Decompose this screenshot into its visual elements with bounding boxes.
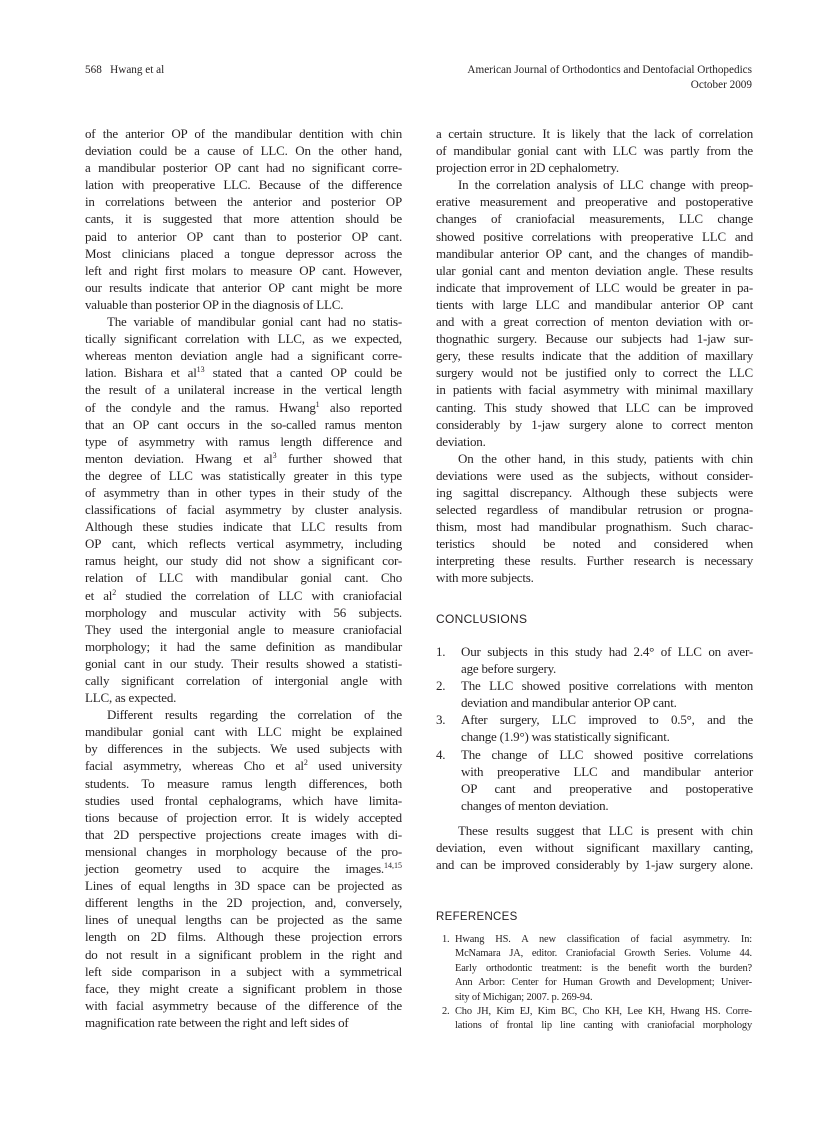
text-line: projection error in 2D cephalometry.	[436, 160, 619, 176]
text-line: These results suggest that LLC is present with chin	[458, 823, 753, 838]
text-line: Lines of equal lengths in 3D space can be projected as	[85, 878, 402, 894]
text-line: that an OP cant occurs in the so-called ramus menton	[85, 416, 402, 432]
text-line: Our subjects in this study had 2.4° of LLC on aver-	[461, 644, 753, 659]
text-line: of the anterior OP of the mandibular dentition with chin	[85, 126, 402, 141]
right-column	[436, 125, 753, 587]
text-segment: also reported	[319, 399, 402, 415]
text-line: by differences in the subjects. We used subjects with	[85, 741, 402, 757]
text-line: They used the intergonial angle to measure craniofacial	[85, 621, 402, 637]
running-authors: Hwang et al	[110, 64, 165, 76]
text-line: The LLC showed positive correlations with menton	[461, 678, 753, 694]
text-line: ing sagittal discrepancy. Although these subjects were	[436, 484, 753, 500]
text-line	[85, 450, 402, 467]
text-line: students. To measure ramus length differences, both	[85, 775, 402, 791]
conclusions-closing-paragraph	[436, 822, 753, 873]
text-line: magnification rate between the right and left sides of	[85, 1014, 349, 1030]
text-line: face, they might create a significant problem in those	[85, 980, 402, 996]
running-header-right	[467, 63, 752, 93]
text-line: Although these studies indicate that LLC results from	[85, 519, 402, 535]
references-heading: REFERENCES	[436, 911, 518, 923]
text-line: the result of a unilateral increase in the vertical length	[85, 382, 402, 398]
text-line: indicate that improvement of LLC would be greater in pa-	[436, 279, 753, 295]
citation-superscript: 2	[303, 758, 308, 768]
citation-superscript: 2	[112, 587, 117, 597]
text-segment: further showed that	[276, 450, 402, 466]
text-line: do not result in a significant problem in the right and	[85, 946, 402, 962]
conclusions-list	[436, 643, 753, 814]
text-segment: used university	[307, 758, 403, 774]
text-line: OP cant, which reflects vertical asymmetry, including	[85, 536, 402, 552]
text-line: McNamara JA, editor. Craniofacial Growth Series. Volume 44.	[455, 948, 752, 960]
text-segment: menton deviation. Hwang et al	[85, 450, 273, 466]
issue-date: October 2009	[690, 79, 752, 91]
list-number: 2.	[436, 678, 446, 694]
text-line: The change of LLC showed positive correlations	[461, 746, 753, 762]
text-segment: of the condyle and the ramus. Hwang	[85, 399, 316, 415]
text-line: On the other hand, in this study, patients with chin	[458, 450, 753, 466]
text-line: with facial asymmetry because of the difference of the	[85, 997, 402, 1013]
text-line: showed positive correlations with preoperative LLC and	[436, 228, 753, 244]
text-line: lation with preoperative LLC. Because of the difference	[85, 177, 402, 193]
text-line: classifications of facial asymmetry by cluster analysis.	[85, 502, 402, 518]
text-line: LLC, as expected.	[85, 690, 177, 706]
text-line: relation of LLC with mandibular gonial cant. Cho	[85, 570, 402, 586]
conclusion-item	[436, 746, 753, 814]
reference-number: 2.	[442, 1005, 450, 1017]
text-line: valuable than posterior OP in the diagnosis of LLC.	[85, 296, 344, 312]
text-line: lations of frontal lip line canting with craniofacial morphology	[455, 1020, 752, 1032]
text-line: canting. This study showed that LLC can be improved	[436, 399, 753, 415]
paragraph	[436, 125, 753, 176]
text-line: Different results regarding the correlation of the	[107, 707, 402, 723]
text-line: interpreting these results. Further research is necessary	[436, 553, 753, 569]
text-line: selected regardless of mandibular retrusion or progna-	[436, 502, 753, 518]
text-line: mandibular gonial cant with LLC might be explained	[85, 724, 402, 740]
text-line: The variable of mandibular gonial cant had no statis-	[107, 314, 402, 330]
text-line: gonial cant in our study. Their results showed a statisti-	[85, 655, 402, 671]
text-line: studies used frontal cephalograms, which have limita-	[85, 792, 402, 808]
text-line: a certain structure. It is likely that the lack of correlation	[436, 126, 753, 141]
text-line: After surgery, LLC improved to 0.5°, and the	[461, 712, 753, 728]
paragraph	[85, 313, 402, 706]
text-line: length on 2D films. Although these projection errors	[85, 929, 402, 945]
text-line: morphology and muscular activity with 56 subjects.	[85, 604, 402, 620]
references-list	[442, 933, 752, 1034]
text-line: in correlations between the anterior and posterior OP	[85, 194, 402, 210]
text-line: gery, these results indicate that the addition of maxillary	[436, 348, 753, 364]
text-segment: et al	[85, 587, 113, 603]
text-segment: studied the correlation of LLC with craniofacial	[116, 587, 403, 603]
text-line: cants, it is suggested that more attention should be	[85, 211, 402, 227]
page-number: 568	[85, 64, 102, 76]
text-line: left and right first molars to measure OP cant. However,	[85, 262, 402, 278]
text-line: teristics should be noted and considered when	[436, 536, 753, 552]
text-line: tically significant correlation with LLC, as we expected,	[85, 331, 402, 347]
text-line: Most clinicians placed a tongue depressor across the	[85, 245, 402, 261]
text-line: with preoperative LLC and mandibular anterior	[461, 763, 753, 779]
text-line: with more subjects.	[436, 570, 534, 586]
text-line: Hwang HS. A new classification of facial asymmetry. In:	[455, 934, 752, 945]
text-line: surgery would not be justified only to correct the LLC	[436, 365, 753, 381]
citation-superscript: 14,15	[384, 861, 402, 871]
text-line: type of asymmetry with ramus length difference and	[85, 433, 402, 449]
text-line: changes of craniofacial measurements, LLC change	[436, 211, 753, 227]
text-line	[85, 364, 402, 381]
text-line: Ann Arbor: Center for Human Growth and Development; Univer-	[455, 977, 752, 989]
running-header-left	[85, 63, 164, 78]
text-line: a mandibular posterior OP cant had no significant corre-	[85, 160, 402, 176]
text-line: mensional changes in morphology because of the pro-	[85, 843, 402, 859]
text-line: mandibular anterior OP cant, and the changes of mandib-	[436, 245, 753, 261]
text-line: considerably by 1-jaw surgery alone to correct menton	[436, 416, 753, 432]
text-line: ramus height, our study did not show a significant cor-	[85, 553, 402, 569]
text-segment: jection geometry used to acquire the images.	[85, 861, 384, 877]
paragraph	[85, 706, 402, 1031]
text-line: cally significant correlation of intergonial angle with	[85, 673, 402, 688]
left-column	[85, 125, 402, 1031]
paragraph	[436, 176, 753, 450]
list-number: 4.	[436, 746, 446, 762]
text-line: our results indicate that anterior OP cant might be more	[85, 279, 402, 295]
text-line: thism, most had mandibular prognathism. Such charac-	[436, 519, 753, 535]
text-line: age before surgery.	[461, 661, 557, 677]
citation-superscript: 1	[315, 399, 320, 409]
text-line: the degree of LLC was statistically greater in this type	[85, 467, 402, 483]
text-line: of mandibular gonial cant with LLC was partly from the	[436, 143, 753, 159]
text-line: ular gonial cant and menton deviation angle. These results	[436, 262, 753, 278]
text-line: deviations were used as the subjects, without consider-	[436, 467, 753, 483]
text-line: Cho JH, Kim EJ, Kim BC, Cho KH, Lee KH, Hwang HS. Corre-	[455, 1005, 752, 1017]
paragraph	[85, 125, 402, 313]
text-line: sity of Michigan; 2007. p. 269-94.	[455, 991, 593, 1003]
text-line	[85, 860, 402, 877]
citation-superscript: 13	[196, 365, 205, 375]
text-line: different lengths in the 2D projection, and, conversely,	[85, 895, 402, 911]
text-line: deviation could be a cause of LLC. On the other hand,	[85, 143, 402, 159]
paragraph	[436, 450, 753, 587]
text-line: and can be improved considerably by 1-jaw surgery alone.	[436, 857, 753, 873]
citation-superscript: 3	[272, 450, 277, 460]
reference-number: 1.	[442, 934, 450, 945]
text-segment: facial asymmetry, whereas Cho et al	[85, 758, 304, 774]
text-line: paid to anterior OP cant than to posterior OP cant.	[85, 228, 402, 244]
text-line	[85, 399, 402, 416]
list-number: 3.	[436, 712, 446, 728]
conclusion-item	[436, 643, 753, 677]
text-line: that 2D perspective projections create images with di-	[85, 826, 402, 842]
text-line	[85, 757, 402, 774]
text-line: deviation and mandibular anterior OP cant.	[461, 695, 677, 711]
text-line: Early orthodontic treatment: is the benefit worth the burden?	[455, 962, 752, 974]
text-line: lines of unequal lengths can be projected as the same	[85, 912, 402, 928]
conclusion-item	[436, 677, 753, 711]
text-line: change (1.9°) was statistically significant.	[461, 729, 670, 745]
text-line: morphology; it had the same definition as mandibular	[85, 638, 402, 654]
conclusions-heading: CONCLUSIONS	[436, 612, 528, 626]
reference-item	[442, 933, 752, 1005]
text-line: tients with large LLC and mandibular anterior OP cant	[436, 296, 753, 312]
text-line: tions because of projection error. It is widely accepted	[85, 809, 402, 825]
list-number: 1.	[436, 644, 446, 659]
text-segment: lation. Bishara et al	[85, 365, 197, 381]
text-line: erative measurement and preoperative and postoperative	[436, 194, 753, 210]
text-segment: stated that a canted OP could be	[204, 365, 402, 381]
text-line: deviation.	[436, 433, 486, 449]
reference-item	[442, 1005, 752, 1034]
text-line: In the correlation analysis of LLC change with preop-	[458, 177, 753, 193]
text-line: whereas menton deviation angle had a significant corre-	[85, 348, 402, 364]
text-line: of asymmetry than in other types in their study of the	[85, 484, 402, 500]
text-line: thognathic surgery. Because our subjects had 1-jaw sur-	[436, 331, 753, 347]
text-line: in patients with facial asymmetry with minimal maxillary	[436, 382, 753, 398]
text-line: left side comparison in a subject with a symmetrical	[85, 963, 402, 979]
text-line: and with a great correction of menton deviation with or-	[436, 314, 753, 330]
text-line: changes of menton deviation.	[461, 797, 609, 813]
text-line	[85, 587, 402, 604]
text-line: deviation, even without significant maxillary canting,	[436, 840, 753, 856]
text-line: OP cant and preoperative and postoperative	[461, 780, 753, 796]
journal-title: American Journal of Orthodontics and Dentofacial Orthopedics	[467, 64, 752, 76]
conclusion-item	[436, 711, 753, 745]
